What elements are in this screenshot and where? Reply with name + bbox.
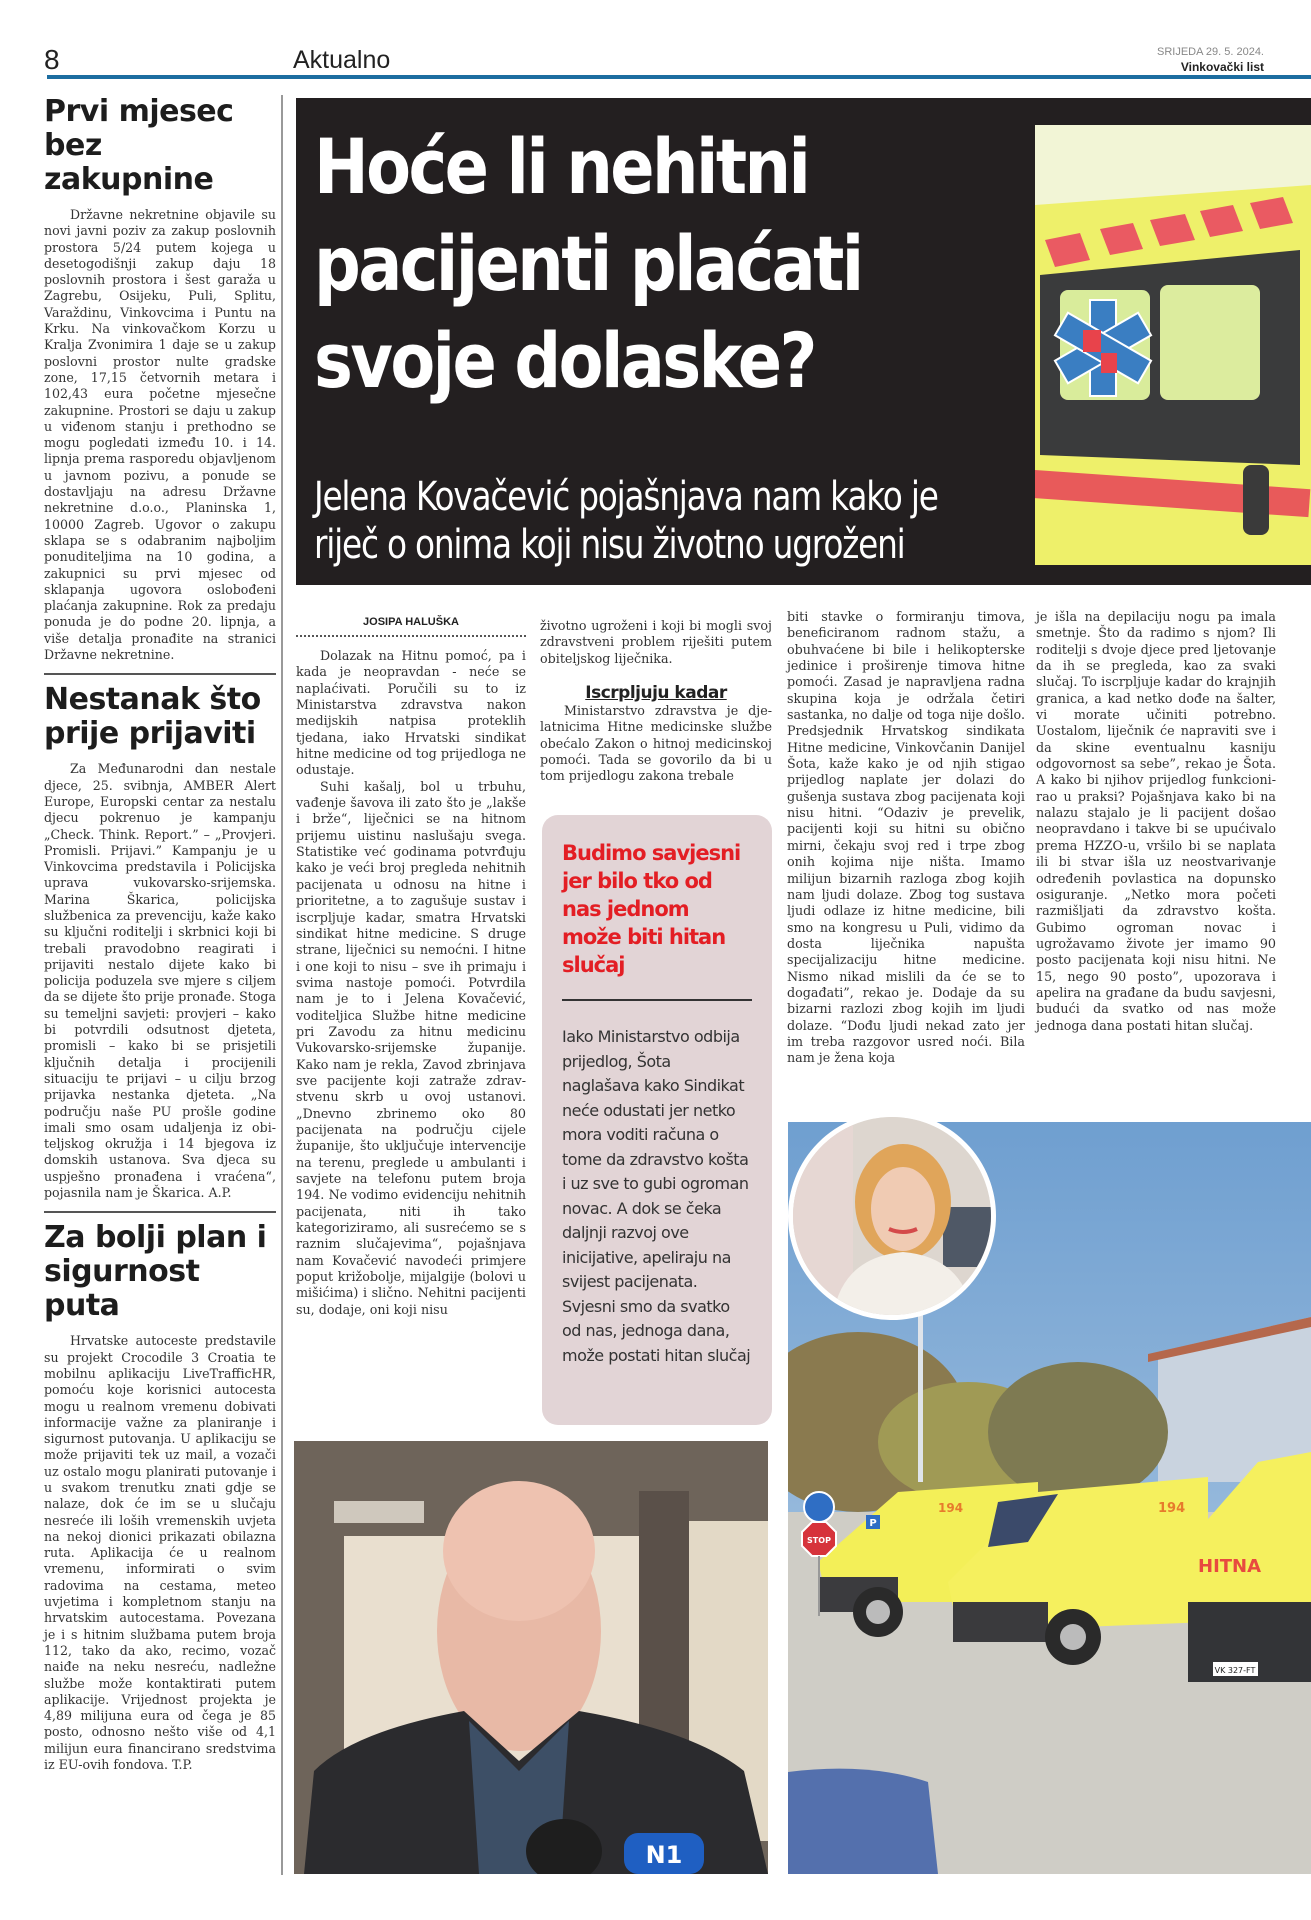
article-column-4 — [1036, 609, 1276, 1034]
article-column-3 — [787, 609, 1025, 1067]
article-paragraph: Dolazak na Hitnu pomoć, pa i kada je neopravdan - neće se naplaćivati. Poručili su to iz Ministarstva zdravstva nakon medijskih natpisa proteklih tjedana, iako Hrvatski sindikat hitne medicine od tog prijedloga ne odustaje. — [296, 648, 526, 778]
briefs-column — [44, 95, 276, 1773]
article-paragraph: je išla na depilaciju nogu pa imala smetnje. Što da radimo s njom? Ili roditelji s dvoje djece pred ljetovanje da ih se pregleda, kao za svaki slučaj. To iscrpljuje kadar do krajnjih granica, a kad netko dođe na šalter, vi morate učiniti potrebno. Uostalom, liječnik će napraviti sve i da skine eventualnu kasniju odgovornost sa sebe”, rekao je Šota. A kako bi njihov prijedlog funkcionirao u praksi? Pojašnjava kako bi na nalazu stajalo je li pacijent došao neopravdano i takve bi se upućivalo prema HZZO-u, vršilo bi se naplata ili bi stvar išla uz neostvarivanje određenih povlastica na dopunsko osiguranje. „Netko mora početi razmišljati da zdravstvo košta. Gubimo ogroman novac i ugrožavamo živote jer imamo 90 posto pacijenata koji nisu hitni. Ne 15, nego 90 posto”, upozorava i apelira na građane da budu savjesni, budući da svatko od nas može jednoga dana postati hitan slučaj. — [1036, 609, 1276, 1033]
brief-title — [44, 683, 276, 751]
page-number: 8 — [44, 44, 60, 75]
pull-quote-box — [542, 815, 772, 1425]
brief-title-line: prije prijaviti — [44, 716, 256, 752]
brief-title-line: bez zakupnine — [44, 128, 214, 197]
issue-date: SRIJEDA 29. 5. 2024. — [1156, 46, 1264, 58]
main-headline — [314, 118, 968, 409]
article-subtitle: Iscrpljuju kadar — [585, 683, 727, 704]
license-plate: VK 327-FT — [1214, 1666, 1256, 1675]
svg-text:194: 194 — [938, 1501, 964, 1515]
brief-title-line: Za bolji plan i — [44, 1220, 267, 1256]
headline-line: svoje dolaske? — [314, 316, 815, 405]
byline-rule — [296, 635, 526, 637]
brief-separator — [44, 1211, 276, 1213]
article-paragraph: Ministarstvo zdravstva je djelatnicima Hitne medicinske službe obećalo Zakon o hitnoj medicinskoj pomoći. Tada se govorilo da bi u tom prijedlogu zakona trebale — [540, 703, 772, 784]
pull-quote-body: Iako Ministarstvo odbija prijedlog, Šota naglašava kako Sindikat neće odustati jer netko mora voditi računa o tome da zdravstvo košta i uz sve to gubi ogroman novac. A dok se čeka daljnji razvoj ove inicijative, apeliraju na svijest pacijenata. Svjesni smo da svatko od nas, jednoga dana, može postati hitan slučaj — [562, 1027, 751, 1365]
newspaper-name: Vinkovački list — [1180, 60, 1264, 74]
pull-quote-title: Budimo savjesni jer bilo tko od nas jednom može biti hitan slučaj — [562, 841, 741, 977]
article-column-2 — [540, 618, 772, 785]
brief-body: Za Međunarodni dan nestale djece, 25. svibnja, AMBER Alert Europe, Europski centar za nestalu djecu pokrenuo je kampanju „Check. Think. Report.” – „Provjeri. Promisli. Prijavi.” Kampanju je u Vinkovcima predstavila i Policijska uprava vukovarsko-srijemska. Marina Škarica, policijska službenica za prevenciju, kaže kako su ključni roditelji i skrbnici koji bi trebali pravodobno reagirati i prijaviti nestalo dijete kako bi policija poduzela sve mjere s ciljem da se dijete što prije pronađe. Stoga su temeljni savjeti: provjeri – kako bi potvrdili odsutnost djeteta, promisli – kako bi se prisjetili ključnih detalja i procijenili situaciju te prijavi – u cilju brzog prijavka nestanka djeteta. „Na području naše PU prošle godine imali smo osam udaljenja iz obiteljskog okružja i 14 bjegova iz domskih ustanova. Sva djeca su uspješno pronađena i vraćena“, pojasnila nam je Škarica. A.P. — [44, 761, 276, 1201]
brief-body: Državne nekretnine objavile su novi javni poziv za zakup poslovnih prostora 5/24 putem kojega u desetogodišnji zakup daju 18 poslovnih prostora i šest garaža u Zagrebu, Osijeku, Puli, Splitu, Varaždinu, Vinkovcima i Puntu na Krku. Na vinkovačkom Korzu u Kralja Zvonimira 1 daje se u zakup poslovni prostor nulte gradske zone, 17,15 četvornih metara i 102,43 eura početne mjesečne zakupnine. Prostori se daju u zakup u viđenom stanju i prethodno se mogu pogledati između 10. i 14. lipnja prema rasporedu objavljenom u javnom pozivu, a ponude se dostavljaju na adresu Državne nekretnine d.o.o., Planinska 1, 10000 Zagreb. Ugovor o zakupu sklapa se s odabranim najboljim ponuditeljima na 10 godina, a zakupnici su prvi mjesec od sklapanja ugovora oslobođeni plaćanja zakupnine. Rok za predaju ponuda je do podne 20. lipnja, a više detalja pronađite na stranici Državne nekretnine. — [44, 207, 276, 663]
headline-line: Hoće li nehitni — [314, 122, 809, 211]
byline: JOSIPA HALUŠKA — [363, 616, 459, 628]
article-paragraph: životno ugroženi i koji bi mogli svoj zdravstveni problem riješiti putem obiteljskog liječnika. — [540, 618, 772, 666]
ambulance-front-text: HITNA — [1198, 1556, 1262, 1577]
brief-title — [44, 1221, 276, 1323]
article-paragraph: biti stavke o formiranju timova, beneficiranom radnom stažu, a obuhvaćene bi bile i helikopterske jedinice i proširenje timova hitne pomoći. Zasad je napravljena radna skupina koja je održala četiri sastanka, no dalje od toga nije došlo. Predsjednik Hrvatskog sindikata Hitne medicine, Vinkovčanin Danijel Šota, kaže kako je od njih stigao prijedlog naplate jer dolazi do gušenja sustava zbog pacijenata koji nisu hitni. “Odaziv je prevelik, pacijenti koji su hitni su obično mirni, čekaju svoj red i trpe zbog onih kojima nije ništa. Imamo milijun bizarnih razloga zbog kojih nam ljudi dolaze. Zbog tog sustava ljudi odlaze iz hitne medicine, bili smo na kongresu u Puli, vidimo da dosta liječnika napušta specijalizaciju hitne medicine. Nismo nikad mislili da će se to događati”, rekao je. Dodaje da su bizarni razlozi zbog kojih im ljudi dolaze. “Dođu ljudi nekad zato jer im treba razgovor usred noći. Bila nam je žena koja — [787, 609, 1025, 1066]
pull-quote-rule — [562, 999, 752, 1001]
brief-body: Hrvatske autoceste predstavile su projekt Crocodile 3 Croatia te mobilnu aplikaciju LiveTrafficHR, pomoću koje korisnici autocesta mogu u realnom vremenu dobivati informacije važne za planiranje i sigurnost putovanja. U aplikaciju se može prijaviti tek uz mail, a vozači uz ostalo mogu planirati putovanje i u svakom trenutku znati gdje se nalaze, dok će im se u slučaju nesreće ili loših vremenskih uvjeta na nekoj dionici prikazati obilazna ruta. Aplikacija će u realnom vremenu, informirati o svim radovima na cestama, meteo uvjetima i kompletnom stanju na hrvatskim autocestama. Povezana je i s hitnim službama putem broja 112, tako da ako, recimo, vozač naiđe na neku nesreću, nadležne službe može kontaktirati putem aplikacije. Vrijednost projekta je 4,89 milijuna eura od čega je 85 posto, odnosno nešto više od 4,1 milijun eura financirano sredstvima iz EU-ovih fondova. T.P. — [44, 1333, 276, 1773]
article-paragraph: Suhi kašalj, bol u trbuhu, vađenje šavova ili zato što je „lakše i brže“, liječnici se na hitnom prijemu uistinu naslušaju svega. Statistike već godinama potvrđuju kako je veći broj pregleda nehitnih pacijenata u odnosu na hitne i prioritetne, a to zagušuje sustav i iscrpljuje kadar, smatra Hrvatski sindikat hitne medicine. S druge strane, liječnici su nemoćni. I hitne i one koji to nisu – sve ih primaju i svima nastoje pomoći. Potvrdila nam je to i Jelena Kovačević, voditeljica Službe hitne medicine pri Zavodu za hitnu medicinu Vukovarsko-srijemske županije. Kako nam je rekla, Zavod zbrinjava sve pacijente koji zatraže zdravstvenu skrb u ovoj ustanovi. „Dnevno zbrinemo oko 80 pacijenata na području cijele županije, što uključuje intervencije na terenu, preglede u ambulanti i savjete na telefonu putem broja 194. Ne vodimo evidenciju nehitnih pacijenata, niti ih tako kategoriziramo, ali susrećemo se s raznim slučajevima“, pojašnjava nam Kovačević navodeći primjere poput križobolje, mijalgije (bolovi u mišićima) i slično. Nehitni pacijenti su, dodaje, oni koji nisu — [296, 778, 526, 1317]
subheadline-line: Jelena Kovačević pojašnjava nam kako je — [314, 474, 938, 520]
article-column-1 — [296, 648, 526, 1318]
union-president-photo — [294, 1441, 768, 1874]
brief-title — [44, 95, 276, 197]
ambulance-side-photo — [1035, 125, 1311, 565]
brief-article — [44, 1221, 276, 1773]
header-rule — [47, 75, 1311, 79]
svg-text:STOP: STOP — [807, 1536, 831, 1545]
column-divider — [281, 95, 283, 1875]
brief-title-line: Nestanak što — [44, 682, 261, 718]
section-title: Aktualno — [293, 46, 391, 74]
brief-title-line: sigurnost puta — [44, 1254, 200, 1324]
parking-sign-icon — [866, 1515, 880, 1529]
sub-headline — [314, 473, 1003, 569]
n1-microphone-logo — [624, 1833, 704, 1874]
svg-text:N1: N1 — [645, 1841, 683, 1869]
inset-portrait-kovacevic — [788, 1112, 996, 1320]
svg-text:P: P — [869, 1518, 877, 1529]
subheadline-line: riječ o onima koji nisu životno ugroženi — [314, 522, 905, 568]
headline-line: pacijenti plaćati — [314, 219, 862, 308]
brief-title-line: Prvi mjesec — [44, 94, 234, 129]
brief-article — [44, 95, 276, 663]
brief-separator — [44, 673, 276, 675]
brief-article — [44, 683, 276, 1201]
svg-text:194: 194 — [1158, 1501, 1186, 1516]
